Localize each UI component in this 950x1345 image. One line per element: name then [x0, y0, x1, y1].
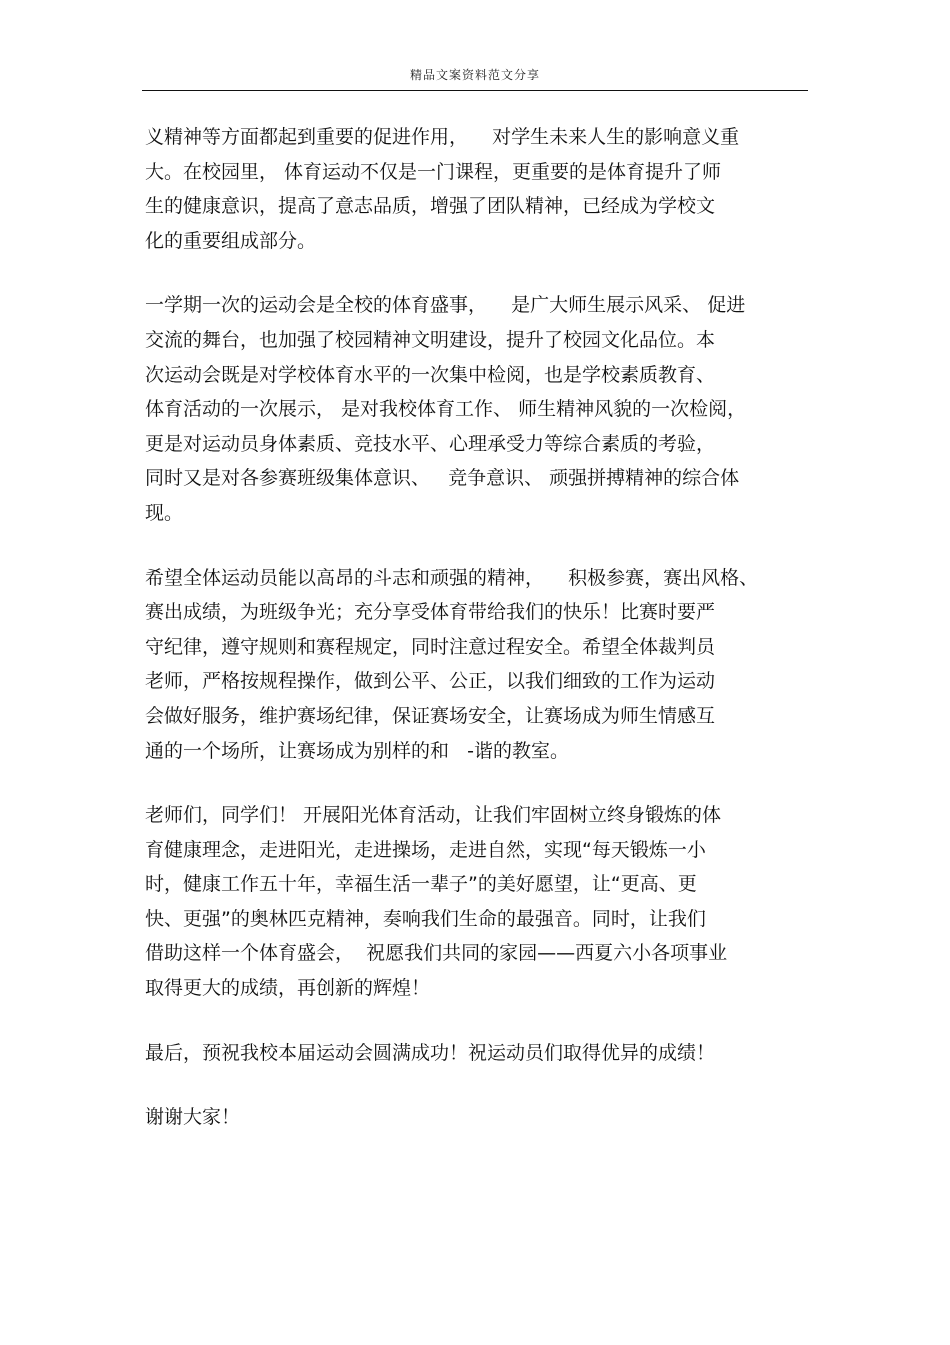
paragraph-3 [145, 561, 815, 769]
paragraph-1 [145, 120, 815, 258]
text-line: 谢谢大家！ [145, 1106, 241, 1129]
text-line: 取得更大的成绩，再创新的辉煌！ [145, 977, 431, 1000]
text-line: 生的健康意识，提高了意志品质，增强了团队精神，已经成为学校文 [145, 195, 716, 218]
paragraph-5 [145, 1036, 815, 1071]
text-line: 同时又是对各参赛班级集体意识、 竞争意识、 顽强拼搏精神的综合体 [145, 467, 740, 490]
text-line: 义精神等方面都起到重要的促进作用， 对学生未来人生的影响意义重 [145, 126, 740, 148]
text-line: 现。 [145, 501, 184, 524]
text-line: 会做好服务，维护赛场纪律，保证赛场安全，让赛场成为师生情感互 [145, 704, 716, 727]
text-line: 快、更强”的奥林匹克精神，奏响我们生命的最强音。同时，让我们 [145, 907, 706, 930]
document-body [145, 120, 815, 1165]
text-line: 守纪律，遵守规则和赛程规定，同时注意过程安全。希望全体裁判员 [145, 635, 716, 658]
text-line: 一学期一次的运动会是全校的体育盛事， 是广大师生展示风采、 促进 [145, 294, 746, 317]
text-line: 希望全体运动员能以高昂的斗志和顽强的精神， 积极参赛，赛出风格、 [145, 566, 759, 589]
page-header-title: 精品文案资料范文分享 [409, 68, 540, 82]
paragraph-6 [145, 1100, 815, 1135]
text-line: 育健康理念，走进阳光，走进操场，走进自然，实现“每天锻炼一小 [145, 838, 706, 861]
text-line: 更是对运动员身体素质、竞技水平、心理承受力等综合素质的考验， [145, 432, 716, 455]
text-line: 最后，预祝我校本届运动会圆满成功！祝运动员们取得优异的成绩！ [145, 1041, 716, 1064]
header-divider [142, 90, 808, 91]
text-line: 老师们，同学们！ 开展阳光体育活动，让我们牢固树立终身锻炼的体 [145, 804, 722, 827]
text-line: 大。在校园里， 体育运动不仅是一门课程，更重要的是体育提升了师 [145, 160, 722, 183]
text-line: 交流的舞台，也加强了校园精神文明建设，提升了校园文化品位。本 [145, 328, 716, 351]
paragraph-2 [145, 288, 815, 530]
text-line: 时，健康工作五十年，幸福生活一辈子”的美好愿望，让“更高、更 [145, 873, 697, 896]
text-line: 体育活动的一次展示， 是对我校体育工作、 师生精神风貌的一次检阅， [145, 398, 747, 421]
text-line: 化的重要组成部分。 [145, 229, 317, 252]
text-line: 老师，严格按规程操作，做到公平、公正，以我们细致的工作为运动 [145, 670, 716, 693]
text-line: 借助这样一个体育盛会， 祝愿我们共同的家园——西夏六小各项事业 [145, 942, 728, 965]
text-line: 赛出成绩，为班级争光；充分享受体育带给我们的快乐！比赛时要严 [145, 601, 716, 624]
paragraph-4 [145, 798, 815, 1006]
text-line: 次运动会既是对学校体育水平的一次集中检阅，也是学校素质教育、 [145, 363, 716, 386]
text-line: 通的一个场所，让赛场成为别样的和 -谐的教室。 [145, 739, 569, 762]
